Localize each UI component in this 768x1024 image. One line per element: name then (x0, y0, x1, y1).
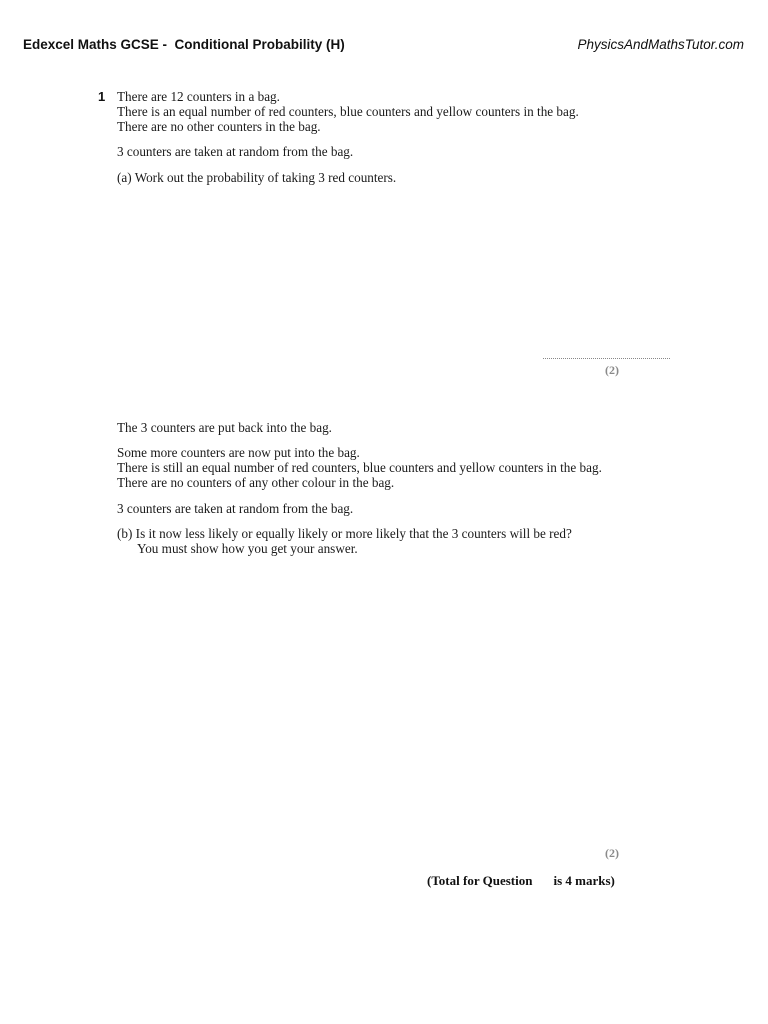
intro-line-1: There are 12 counters in a bag. (117, 89, 280, 104)
total-marks (427, 873, 615, 889)
header-site-name: PhysicsAndMathsTutor.com (577, 37, 744, 52)
answer-line-a (543, 358, 670, 359)
part-b-question: (b) Is it now less likely or equally likely or more likely that the 3 counters will be red? (117, 526, 572, 541)
intro-line-3: There are no other counters in the bag. (117, 119, 321, 134)
question-number: 1 (98, 89, 106, 104)
more-line-3: There are no counters of any other colour in the bag. (117, 475, 395, 490)
putback-statement: The 3 counters are put back into the bag. (117, 420, 332, 435)
more-line-1: Some more counters are now put into the bag. (117, 445, 360, 460)
part-b-instruction: You must show how you get your answer. (137, 541, 358, 556)
marks-a: (2) (605, 363, 619, 377)
draw-statement: 3 counters are taken at random from the bag. (117, 144, 354, 159)
header-title: Edexcel Maths GCSE - Conditional Probability (H) (23, 37, 345, 52)
intro-line-2: There is an equal number of red counters, blue counters and yellow counters in the bag. (117, 104, 579, 119)
total-marks-start: (Total for Question (427, 873, 533, 888)
total-marks-end: is 4 marks) (553, 873, 615, 888)
part-a-question: (a) Work out the probability of taking 3 red counters. (117, 170, 397, 185)
marks-b: (2) (605, 846, 619, 860)
more-line-2: There is still an equal number of red counters, blue counters and yellow counters in the bag. (117, 460, 602, 475)
draw-statement-2: 3 counters are taken at random from the bag. (117, 501, 354, 516)
